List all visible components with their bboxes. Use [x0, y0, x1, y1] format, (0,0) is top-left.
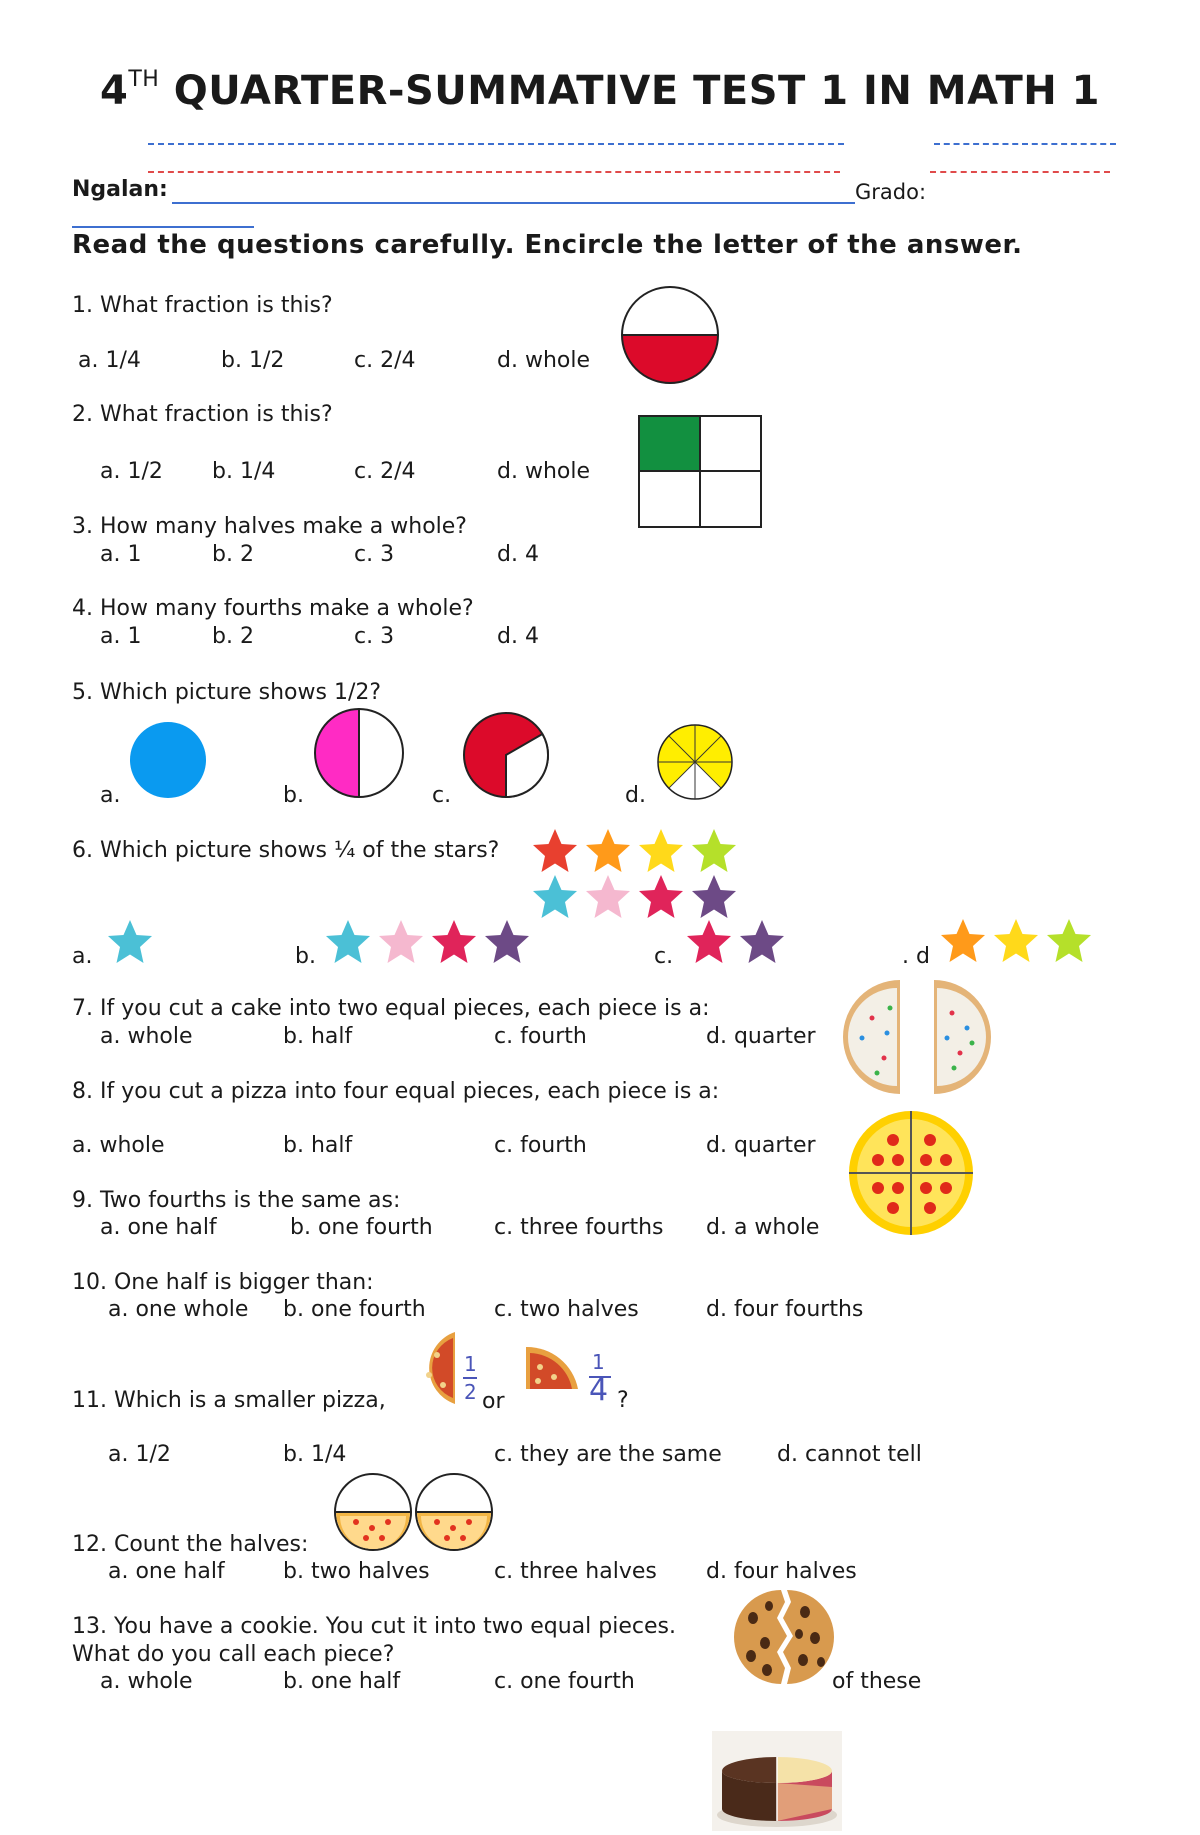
q12-option-c[interactable]: c. three halves: [494, 1559, 657, 1584]
halves-circle-figure: [314, 708, 404, 798]
q1-option-a[interactable]: a. 1/4: [78, 348, 141, 373]
stars-group-figure: [528, 825, 748, 920]
q12-option-a[interactable]: a. one half: [108, 1559, 225, 1584]
thirds-circle-figure: [463, 712, 549, 798]
q3-option-d[interactable]: d. 4: [497, 542, 539, 567]
q11-option-a[interactable]: a. 1/2: [108, 1442, 171, 1467]
cut-cake-figure: [842, 978, 992, 1096]
three-stars-figure: [937, 917, 1097, 965]
question-3: 3. How many halves make a whole?: [72, 514, 467, 539]
question-12: 12. Count the halves:: [72, 1532, 309, 1557]
q7-option-d[interactable]: d. quarter: [706, 1024, 816, 1049]
q10-option-d[interactable]: d. four fourths: [706, 1297, 864, 1322]
question-7: 7. If you cut a cake into two equal pieces, each piece is a:: [72, 996, 710, 1021]
q7-option-c[interactable]: c. fourth: [494, 1024, 587, 1049]
q9-option-c[interactable]: c. three fourths: [494, 1215, 664, 1240]
name-field[interactable]: [172, 202, 855, 204]
q9-option-a[interactable]: a. one half: [100, 1215, 217, 1240]
q8-option-a[interactable]: a. whole: [72, 1133, 165, 1158]
q3-option-c[interactable]: c. 3: [354, 542, 395, 567]
q2-option-d[interactable]: d. whole: [497, 459, 590, 484]
blank-line: [930, 171, 1110, 173]
q6-option-c[interactable]: c.: [654, 944, 674, 969]
fraction-bar: [463, 1377, 477, 1379]
fraction-one-fourth-numerator: 1: [592, 1350, 605, 1374]
q11-or-text: or: [482, 1389, 505, 1414]
q7-option-a[interactable]: a. whole: [100, 1024, 193, 1049]
q11-question-mark: ?: [617, 1388, 629, 1413]
split-cookie-figure: [733, 1588, 833, 1686]
q9-option-d[interactable]: d. a whole: [706, 1215, 820, 1240]
question-9: 9. Two fourths is the same as:: [72, 1188, 401, 1213]
question-1: 1. What fraction is this?: [72, 293, 333, 318]
q6-option-b[interactable]: b.: [295, 944, 316, 969]
q6-option-a[interactable]: a.: [72, 944, 93, 969]
q2-option-a[interactable]: a. 1/2: [100, 459, 163, 484]
q11-option-c[interactable]: c. they are the same: [494, 1442, 722, 1467]
cut-pizza-figure: [848, 1110, 974, 1236]
page-title: 4TH QUARTER-SUMMATIVE TEST 1 IN MATH 1: [100, 66, 1100, 114]
q12-option-b[interactable]: b. two halves: [283, 1559, 430, 1584]
q10-option-b[interactable]: b. one fourth: [283, 1297, 426, 1322]
q3-option-b[interactable]: b. 2: [212, 542, 254, 567]
q1-option-d[interactable]: d. whole: [497, 348, 590, 373]
fraction-one-half-denominator: 2: [464, 1380, 477, 1404]
q5-option-c[interactable]: c.: [432, 783, 452, 808]
q3-option-a[interactable]: a. 1: [100, 542, 142, 567]
two-stars-figure: [683, 918, 789, 966]
four-stars-figure: [322, 918, 534, 966]
q8-option-b[interactable]: b. half: [283, 1133, 353, 1158]
q5-option-a[interactable]: a.: [100, 783, 121, 808]
q9-option-b[interactable]: b. one fourth: [290, 1215, 433, 1240]
half-pizza-figure: [415, 1330, 460, 1406]
question-10: 10. One half is bigger than:: [72, 1270, 374, 1295]
q10-option-c[interactable]: c. two halves: [494, 1297, 639, 1322]
question-11: 11. Which is a smaller pizza,: [72, 1388, 386, 1413]
q13-option-c[interactable]: c. one fourth: [494, 1669, 635, 1694]
question-5: 5. Which picture shows 1/2?: [72, 680, 382, 705]
question-6: 6. Which picture shows ¼ of the stars?: [72, 838, 500, 863]
q13-option-d[interactable]: of these: [832, 1669, 922, 1694]
half-circle-figure: [620, 285, 720, 385]
q5-option-b[interactable]: b.: [283, 783, 304, 808]
cake-slices-figure: [712, 1731, 842, 1831]
whole-circle-figure: [130, 722, 206, 798]
question-2: 2. What fraction is this?: [72, 402, 333, 427]
two-half-pizzas-figure: [334, 1472, 494, 1552]
grade-field[interactable]: [72, 226, 254, 228]
q4-option-b[interactable]: b. 2: [212, 624, 254, 649]
blank-line: [934, 143, 1116, 145]
instructions: Read the questions carefully. Encircle the letter of the answer.: [72, 230, 1023, 260]
q13-option-a[interactable]: a. whole: [100, 1669, 193, 1694]
q10-option-a[interactable]: a. one whole: [108, 1297, 249, 1322]
q4-option-d[interactable]: d. 4: [497, 624, 539, 649]
q8-option-d[interactable]: d. quarter: [706, 1133, 816, 1158]
eighths-circle-figure: [657, 724, 733, 800]
q1-option-b[interactable]: b. 1/2: [221, 348, 285, 373]
q2-option-b[interactable]: b. 1/4: [212, 459, 276, 484]
grade-label: Grado:: [855, 180, 927, 204]
q6-option-d[interactable]: . d: [902, 944, 930, 969]
blank-line: [148, 171, 840, 173]
blank-line: [148, 143, 844, 145]
q5-option-d[interactable]: d.: [625, 783, 646, 808]
q4-option-c[interactable]: c. 3: [354, 624, 395, 649]
q11-option-d[interactable]: d. cannot tell: [777, 1442, 922, 1467]
q7-option-b[interactable]: b. half: [283, 1024, 353, 1049]
q11-option-b[interactable]: b. 1/4: [283, 1442, 347, 1467]
fraction-one-half-numerator: 1: [464, 1352, 477, 1376]
question-13-line1: 13. You have a cookie. You cut it into two equal pieces.: [72, 1614, 676, 1639]
q12-option-d[interactable]: d. four halves: [706, 1559, 857, 1584]
quarter-square-figure: [638, 415, 762, 528]
one-star-figure: [104, 918, 156, 966]
quarter-pizza-figure: [524, 1343, 580, 1393]
q13-option-b[interactable]: b. one half: [283, 1669, 401, 1694]
q2-option-c[interactable]: c. 2/4: [354, 459, 416, 484]
question-13-line2: What do you call each piece?: [72, 1642, 395, 1667]
q1-option-c[interactable]: c. 2/4: [354, 348, 416, 373]
q4-option-a[interactable]: a. 1: [100, 624, 142, 649]
name-label: Ngalan:: [72, 177, 168, 202]
fraction-one-fourth-denominator: 4: [589, 1373, 609, 1408]
question-4: 4. How many fourths make a whole?: [72, 596, 474, 621]
question-8: 8. If you cut a pizza into four equal pieces, each piece is a:: [72, 1079, 720, 1104]
q8-option-c[interactable]: c. fourth: [494, 1133, 587, 1158]
